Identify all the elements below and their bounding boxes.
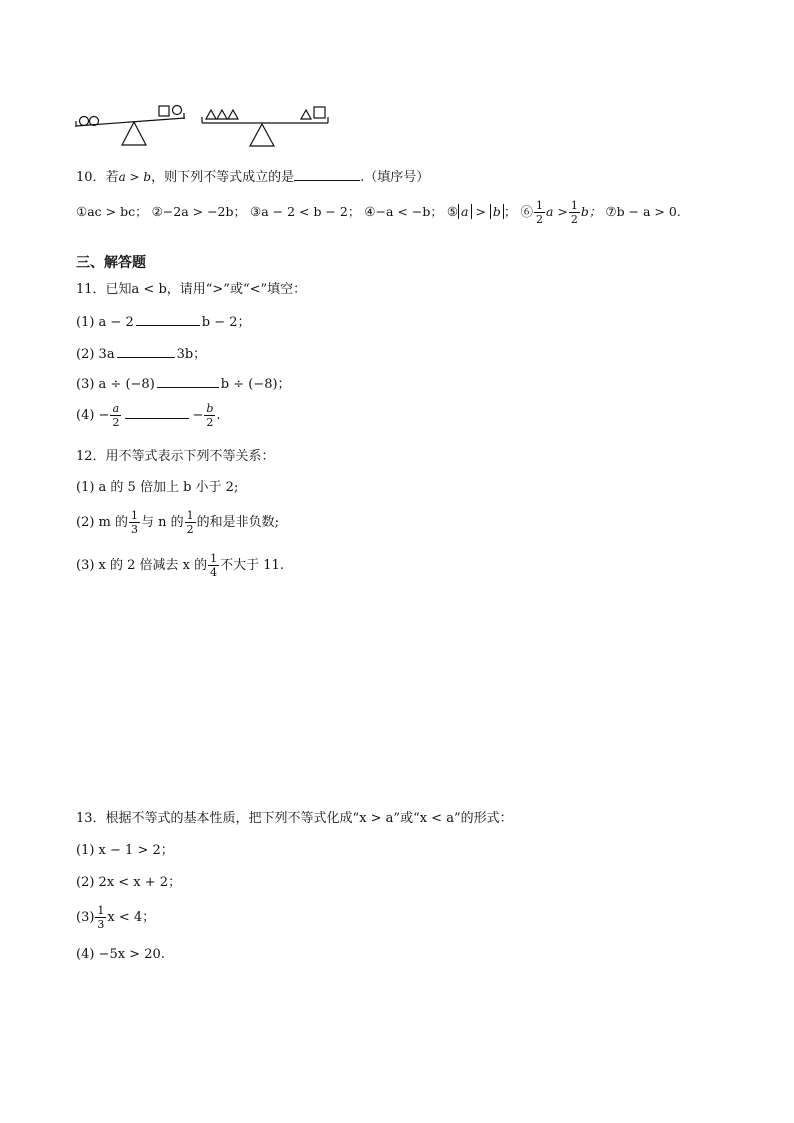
option-5: ⑤ a > b ；: [446, 204, 517, 219]
triangle-weight-icon: [217, 110, 227, 119]
question-11-part-2: (2) 3a 3b；: [76, 347, 207, 362]
question-10-options: [76, 200, 681, 225]
triangle-weight-icon: [301, 110, 311, 119]
balance-scales-figure: [70, 98, 340, 150]
answer-blank[interactable]: [136, 313, 200, 326]
answer-blank[interactable]: [294, 168, 360, 181]
section-heading: 三、解答题: [76, 255, 146, 271]
option-4: ④−a < −b；: [364, 204, 443, 219]
fraction: $\frac{1}{4}$: [210, 552, 218, 579]
square-weight-icon: [314, 107, 325, 118]
fraction: $\frac{b}{2}$: [206, 402, 214, 429]
question-13-part-4: (4) −5x > 20.: [76, 947, 165, 962]
question-11-part-4: (4) − $\frac{a}{2}$ − $\frac{b}{2}$ .: [76, 402, 221, 429]
question-number: 10．: [76, 170, 106, 185]
fraction: $\frac{1}{3}$: [131, 509, 139, 536]
question-12-part-1: (1) a 的 5 倍加上 b 小于 2;: [76, 480, 239, 495]
fraction: $\frac{1}{3}$: [97, 904, 105, 931]
triangle-weight-icon: [206, 110, 216, 119]
question-12-stem: 12．用不等式表示下列不等关系：: [76, 449, 275, 464]
option-1: ①ac > bc；: [76, 204, 148, 219]
right-balance-scale: [202, 107, 328, 146]
option-2: ②−2a > −2b；: [151, 204, 247, 219]
answer-blank[interactable]: [125, 406, 189, 419]
question-11-stem: 11．已知a < b，请用“>”或“<”填空：: [76, 282, 307, 297]
question-12-part-3: (3) x 的 2 倍减去 x 的 $\frac{1}{4}$ 不大于 11.: [76, 552, 284, 579]
question-13-stem: 13．根据不等式的基本性质，把下列不等式化成“x > a”或“x < a”的形式：: [76, 811, 513, 826]
square-weight-icon: [159, 106, 169, 116]
fraction: $\frac{a}{2}$: [112, 402, 120, 429]
circle-weight-icon: [80, 117, 89, 126]
right-scale-fulcrum-triangle: [250, 124, 274, 146]
option-6: ⑥ $\frac{1}{2}$ a > $\frac{1}{2}$ b；: [520, 199, 602, 226]
circle-weight-icon: [173, 106, 182, 115]
question-13-part-3: (3) $\frac{1}{3}$ x < 4；: [76, 904, 156, 931]
question-10-stem: 10．若a > b，则下列不等式成立的是 .（填序号）: [76, 170, 430, 185]
answer-blank[interactable]: [117, 345, 175, 358]
triangle-weight-icon: [228, 110, 238, 119]
fraction: $\frac{1}{2}$: [186, 509, 194, 536]
question-11-part-1: (1) a − 2 b − 2；: [76, 315, 251, 330]
question-13-part-2: (2) 2x < x + 2；: [76, 875, 182, 890]
fraction: $\frac{1}{2}$: [570, 199, 578, 226]
left-scale-fulcrum-triangle: [122, 122, 146, 145]
fraction: $\frac{1}{2}$: [535, 199, 543, 226]
question-13-part-1: (1) x − 1 > 2；: [76, 843, 174, 858]
option-3: ③a − 2 < b − 2；: [250, 204, 361, 219]
left-balance-scale: [76, 106, 185, 146]
option-7: ⑦b − a > 0.: [605, 204, 681, 219]
question-12-part-2: (2) m 的 $\frac{1}{3}$ 与 n 的 $\frac{1}{2}$ 的和是非负数;: [76, 509, 280, 536]
answer-blank[interactable]: [157, 375, 219, 388]
question-11-part-3: (3) a ÷ (−8) b ÷ (−8)；: [76, 377, 291, 392]
